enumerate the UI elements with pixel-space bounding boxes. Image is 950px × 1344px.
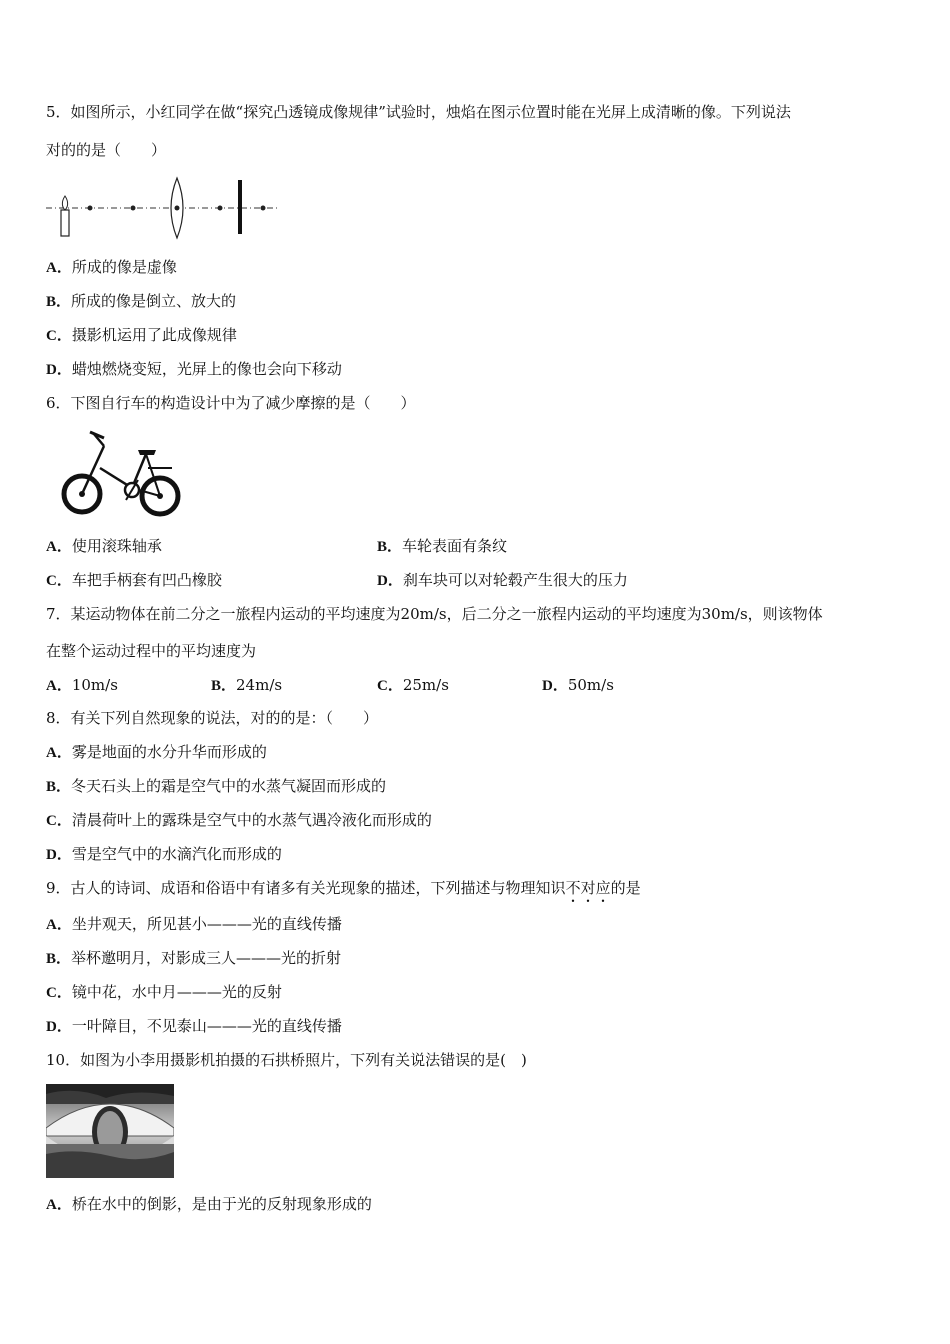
q6-option-b: B．车轮表面有条纹 [377, 537, 508, 555]
q6-option-a: A．使用滚珠轴承 [46, 537, 162, 555]
q9-emphasis: 不对应 [565, 879, 611, 897]
q9-option-d: D．一叶障目，不见泰山———光的直线传播 [46, 1017, 342, 1035]
q9-stem: 9．古人的诗词、成语和俗语中有诸多有关光现象的描述，下列描述与物理知识不对应的是 [46, 879, 641, 897]
focal-point-4 [261, 206, 266, 211]
q8-option-c: C．清晨荷叶上的露珠是空气中的水蒸气遇冷液化而形成的 [46, 811, 432, 829]
q5-stem-line2: 对的的是（ ） [46, 141, 167, 159]
lens-center-point [175, 206, 180, 211]
focal-point-3 [218, 206, 223, 211]
q7-stem-line1: 7．某运动物体在前二分之一旅程内运动的平均速度为20m/s，后二分之一旅程内运动的平均速度为30m/s，则该物体 [46, 605, 823, 623]
q10-stem: 10．如图为小李用摄影机拍摄的石拱桥照片，下列有关说法错误的是( ) [46, 1051, 527, 1069]
stone-arch-bridge-photo [46, 1084, 174, 1178]
q5-option-c: C．摄影机运用了此成像规律 [46, 326, 237, 344]
q6-option-c: C．车把手柄套有凹凸橡胶 [46, 571, 222, 589]
q5-option-b: B．所成的像是倒立、放大的 [46, 292, 237, 310]
bicycle-figure [60, 428, 184, 524]
q9-option-b: B．举杯邀明月，对影成三人———光的折射 [46, 949, 342, 967]
q8-option-d: D．雪是空气中的水滴汽化而形成的 [46, 845, 282, 863]
candle-flame [62, 196, 67, 210]
q10-option-a: A．桥在水中的倒影，是由于光的反射现象形成的 [46, 1195, 372, 1213]
focal-point-1 [88, 206, 93, 211]
q8-stem: 8．有关下列自然现象的说法，对的的是：（ ） [46, 709, 379, 727]
q5-option-d: D．蜡烛燃烧变短，光屏上的像也会向下移动 [46, 360, 342, 378]
q6-stem: 6．下图自行车的构造设计中为了减少摩擦的是（ ） [46, 394, 416, 412]
q5-option-a: A．所成的像是虚像 [46, 258, 177, 276]
seat-stay [146, 454, 160, 496]
candle-body [61, 210, 69, 236]
q9-option-c: C．镜中花，水中月———光的反射 [46, 983, 282, 1001]
q7-option-a: A．10m/s [46, 676, 118, 694]
q7-option-b: B．24m/s [211, 676, 283, 694]
q8-option-a: A．雾是地面的水分升华而形成的 [46, 743, 267, 761]
q7-option-c: C．25m/s [377, 676, 449, 694]
lens-experiment-figure [44, 176, 284, 240]
q6-option-d: D．刹车块可以对轮毂产生很大的压力 [377, 571, 628, 589]
q9-option-a: A．坐井观天，所见甚小———光的直线传播 [46, 915, 342, 933]
q5-stem-line1: 5．如图所示，小红同学在做“探究凸透镜成像规律”试验时，烛焰在图示位置时能在光屏上成清晰的像。下列说法 [46, 103, 791, 121]
q8-option-b: B．冬天石头上的霜是空气中的水蒸气凝固而形成的 [46, 777, 387, 795]
focal-point-2 [131, 206, 136, 211]
q7-stem-line2: 在整个运动过程中的平均速度为 [46, 642, 257, 660]
light-screen [238, 180, 242, 234]
saddle [138, 450, 156, 455]
q7-option-d: D．50m/s [542, 676, 614, 694]
